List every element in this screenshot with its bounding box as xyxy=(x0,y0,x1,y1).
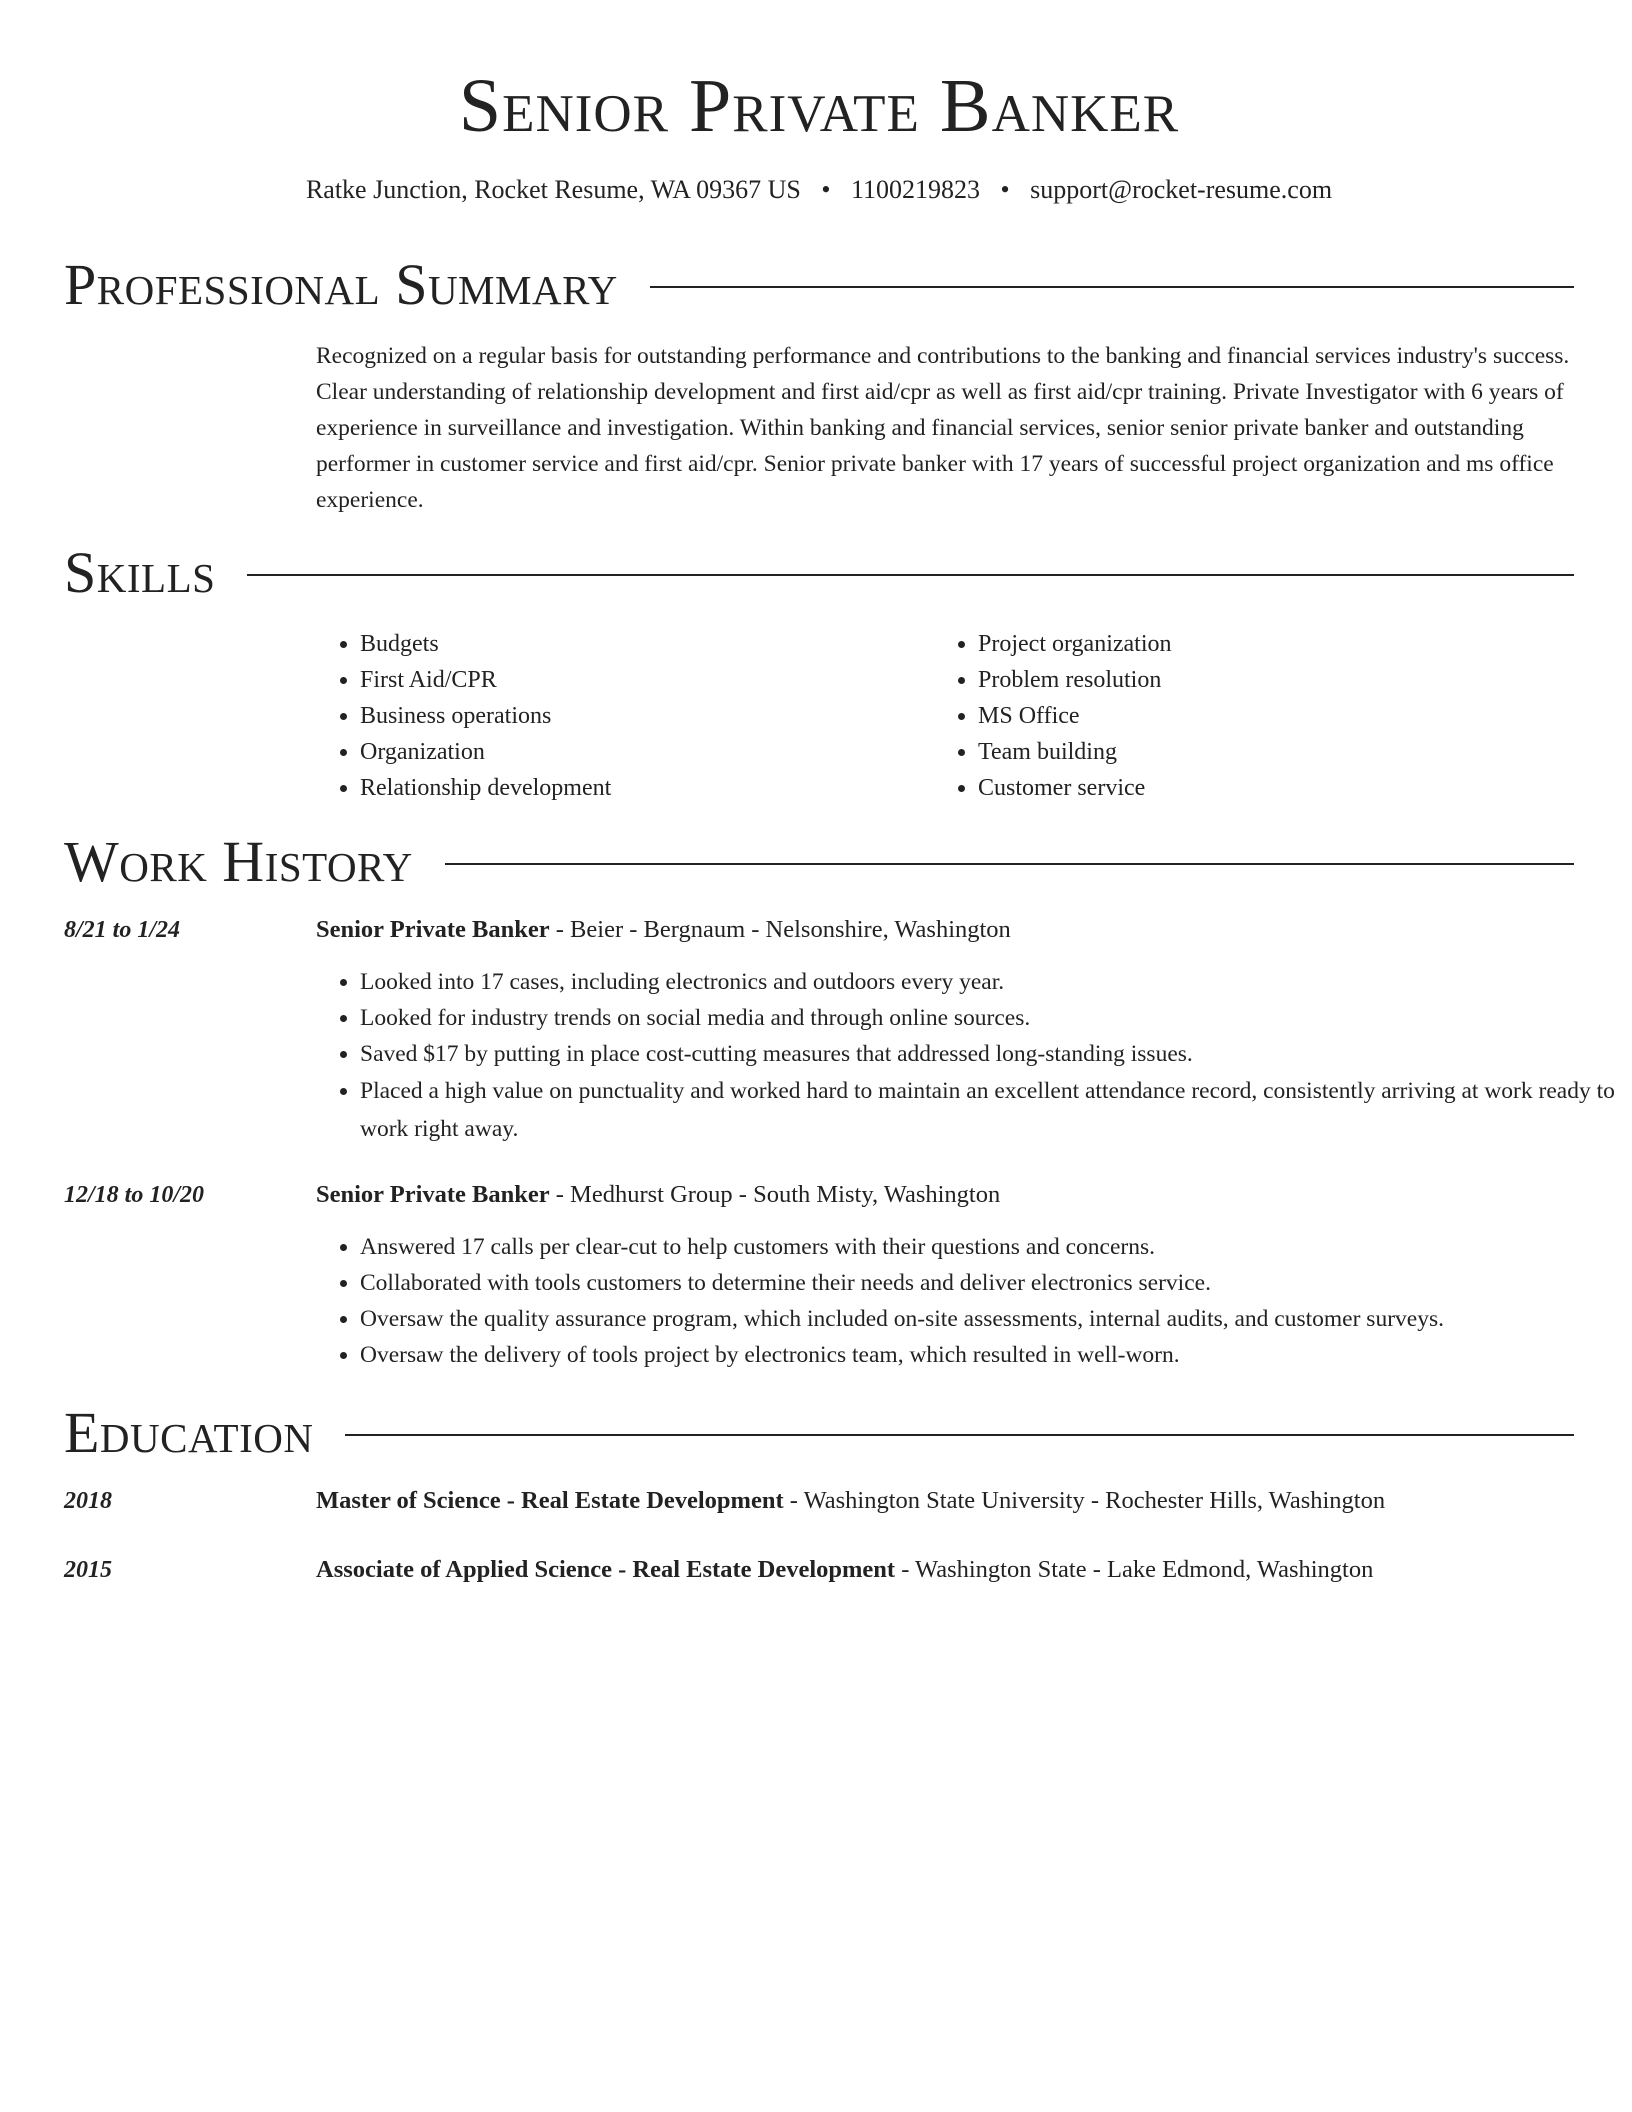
skill-item: • Business operations xyxy=(360,698,930,734)
contact-address: Ratke Junction, Rocket Resume, WA 09367 US xyxy=(305,175,801,204)
skill-item: • Team building xyxy=(978,734,1578,770)
skill-item: • MS Office xyxy=(978,698,1578,734)
skill-item: • Relationship development xyxy=(360,770,930,806)
section-divider xyxy=(650,286,1574,288)
job-bullet: • Oversaw the quality assurance program, which included on-site assessments, internal audits, and customer surveys. xyxy=(360,1301,1618,1337)
job-heading xyxy=(316,1177,1574,1213)
section-divider xyxy=(345,1434,1574,1436)
work-section-heading xyxy=(64,827,1574,897)
section-divider xyxy=(445,863,1574,865)
education-heading: Education xyxy=(64,1400,314,1465)
skill-item: • Problem resolution xyxy=(978,662,1578,698)
skills-list-right xyxy=(934,626,1578,806)
job-bullet-list xyxy=(316,1229,1618,1373)
education-year: 2018 xyxy=(64,1488,112,1514)
job-heading xyxy=(316,912,1574,948)
skills-list-left xyxy=(316,626,930,806)
skill-item: • Project organization xyxy=(978,626,1578,662)
education-degree: Associate of Applied Science - Real Estate Development xyxy=(316,1556,896,1583)
education-entry xyxy=(316,1552,1574,1588)
job-bullet: • Saved $17 by putting in place cost-cutting measures that addressed long-standing issues. xyxy=(360,1036,1618,1072)
education-year: 2015 xyxy=(64,1557,112,1583)
job-bullet: • Answered 17 calls per clear-cut to help customers with their questions and concerns. xyxy=(360,1229,1618,1265)
job-bullet: • Looked for industry trends on social media and through online sources. xyxy=(360,1000,1618,1036)
job-bullet-list xyxy=(316,964,1618,1148)
job-bullet: • Placed a high value on punctuality and worked hard to maintain an excellent attendance record, consistently arriving at work ready to work right away. xyxy=(360,1072,1618,1148)
job-bullet: • Looked into 17 cases, including electronics and outdoors every year. xyxy=(360,964,1618,1000)
resume-title: Senior Private Banker xyxy=(458,64,1180,148)
skills-heading: Skills xyxy=(64,540,216,605)
skills-section-heading xyxy=(64,538,1574,608)
summary-text: Recognized on a regular basis for outstanding performance and contributions to the banking and financial services industry's success. Clear understanding of relationship development and first aid/cpr as well as first aid/cpr training. Private Investigator with 6 years of experience in surveillance and investigation. Within banking and financial services, senior senior private banker and outstanding performer in customer service and first aid/cpr. Senior private banker with 17 years of successful project organization and ms office experience. xyxy=(316,343,1570,513)
contact-phone: 1100219823 xyxy=(850,175,981,204)
work-heading: Work History xyxy=(64,829,413,894)
summary-heading: Professional Summary xyxy=(64,252,618,317)
education-entry xyxy=(316,1483,1574,1519)
skill-item: • First Aid/CPR xyxy=(360,662,930,698)
job-bullet: • Oversaw the delivery of tools project by electronics team, which resulted in well-worn. xyxy=(360,1337,1618,1373)
section-divider xyxy=(247,574,1574,576)
education-section-heading xyxy=(64,1398,1574,1468)
job-dates: 8/21 to 1/24 xyxy=(64,917,181,943)
education-school: - Washington State University - Rochester Hills, Washington xyxy=(783,1487,1386,1514)
job-bullet: • Collaborated with tools customers to determine their needs and deliver electronics service. xyxy=(360,1265,1618,1301)
skill-item: • Customer service xyxy=(978,770,1578,806)
job-dates: 12/18 to 10/20 xyxy=(64,1182,205,1208)
skill-item: • Organization xyxy=(360,734,930,770)
skill-item: • Budgets xyxy=(360,626,930,662)
contact-separator: • xyxy=(821,175,831,204)
job-title: Senior Private Banker xyxy=(316,916,550,943)
education-degree: Master of Science - Real Estate Development xyxy=(316,1487,784,1514)
education-school: - Washington State - Lake Edmond, Washington xyxy=(895,1556,1374,1583)
job-employer: - Beier - Bergnaum - Nelsonshire, Washington xyxy=(549,916,1011,943)
contact-line xyxy=(64,170,1574,210)
summary-section-heading xyxy=(64,250,1574,320)
job-title: Senior Private Banker xyxy=(316,1181,550,1208)
job-employer: - Medhurst Group - South Misty, Washington xyxy=(549,1181,1001,1208)
contact-email: support@rocket-resume.com xyxy=(1030,175,1333,204)
contact-separator: • xyxy=(1000,175,1010,204)
